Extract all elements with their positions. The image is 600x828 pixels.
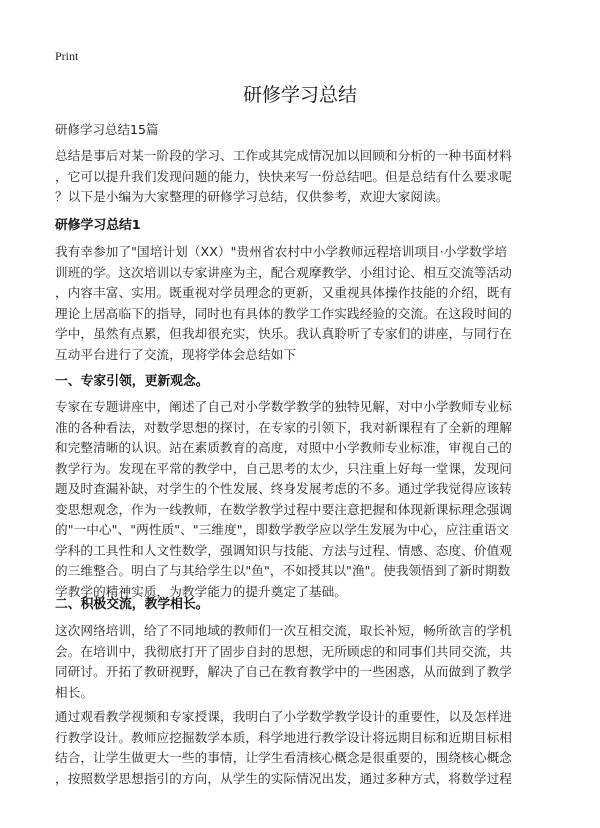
heading-expert-guidance: 一、专家引领，更新观念。: [55, 374, 209, 389]
paragraph-3: [55, 621, 555, 703]
text-line: ，它可以提升我们发现问题的能力，快快来写一份总结吧。但是总结有什么要求呢: [55, 168, 512, 184]
text-line: 的三维整合。明白了与其给学生以"鱼"，不如授其以"渔"。使我领悟到了新时期数: [55, 563, 511, 578]
text-line: 通过观看教学视频和专家授课，我明白了小学数学教学设计的重要性，以及怎样进: [55, 709, 512, 724]
text-line: 行教学设计。教师应挖掘数学本质，科学地进行教学设计将远期目标和近期目标相: [55, 729, 512, 745]
text-line: 教学行为。发现在平常的教学中，自己思考的太少，只注重上好每一堂课，发现问: [55, 460, 512, 476]
print-link[interactable]: Print: [55, 49, 79, 63]
text-line: 训班的学。这次培训以专家讲座为主，配合观摩教学、小组讨论、相互交流等活动: [55, 264, 512, 280]
text-line: ，内容丰富、实用。既重视对学员理念的更新，又重视具体操作技能的介绍，既有: [55, 285, 512, 300]
text-line: 总结是事后对某一阶段的学习、工作或其完成情况加以回顾和分析的一种书面材料: [55, 148, 512, 163]
text-line: 变思想观念，作为一线教师，在数学教学过程中要注意把握和体现新课标理念强调: [55, 501, 512, 517]
text-line: 准的各种看法，对数学思想的探讨，在专家的引领下，我对新课程有了全新的理解: [55, 419, 512, 435]
text-line: 同研讨。开拓了教研视野，解决了自己在教育教学中的一些困惑，从而做到了教学: [55, 664, 512, 679]
text-line: 互动平台进行了交流，现将学体会总结如下: [55, 346, 297, 362]
section-title: 研修学习总结1: [55, 218, 141, 233]
text-line: 结合，让学生做更大一些的事情，让学生看清核心概念是很重要的，围绕核心概念: [55, 750, 512, 765]
text-line: 专家在专题讲座中，阐述了自己对小学数学教学的独特见解，对中小学教师专业标: [55, 399, 512, 414]
paragraph-1: [55, 242, 555, 365]
text-line: 题及时查漏补缺，对学生的个性发展、终身发展考虑的不多。通过学我觉得应该转: [55, 481, 512, 496]
text-line: 学科的工具性和人文性数学，强调知识与技能、方法与过程、情感、态度、价值观: [55, 542, 512, 558]
text-line: 的"一中心"、"两性质"、"三维度"，即数学教学应以学生发展为中心，应注重语文: [55, 522, 510, 537]
text-line: 会。在培训中，我彻底打开了固步自封的思想，无所顾虑的和同事们共同交流，共: [55, 643, 512, 659]
text-line: 这次网络培训，给了不同地域的教师们一次互相交流，取长补短，畅所欲言的学机: [55, 623, 512, 638]
intro-paragraph: [55, 146, 555, 208]
paragraph-2: [55, 397, 555, 602]
page-title: 研修学习总结: [242, 84, 357, 106]
text-line: ？以下是小编为大家整理的研修学习总结，仅供参考，欢迎大家阅读。: [55, 189, 449, 204]
text-line: ，按照数学思想指引的方向，从学生的实际情况出发，通过多种方式，将数学过程: [55, 770, 512, 786]
document-subtitle: 研修学习总结15篇: [55, 122, 159, 137]
text-line: 和完整清晰的认识。站在素质教育的高度，对照中小学教师专业标准，审视自己的: [55, 440, 512, 455]
text-line: 相长。: [55, 684, 94, 700]
paragraph-4: [55, 707, 555, 789]
text-line: 我有幸参加了"国培计划（XX）"贵州省农村中小学教师远程培训项目·小学数学培: [55, 244, 508, 259]
heading-active-exchange: 二、积极交流，教学相长。: [55, 597, 209, 612]
text-line: 学教学的精神实质，为教学能力的提升奠定了基础。: [55, 583, 347, 599]
text-line: 理论上居高临下的指导，同时也有具体的教学工作实践经验的交流。在这段时间的: [55, 305, 512, 321]
text-line: 学中，虽然有点累，但我却很充实，快乐。我认真聆听了专家们的讲座，与同行在: [55, 326, 512, 341]
